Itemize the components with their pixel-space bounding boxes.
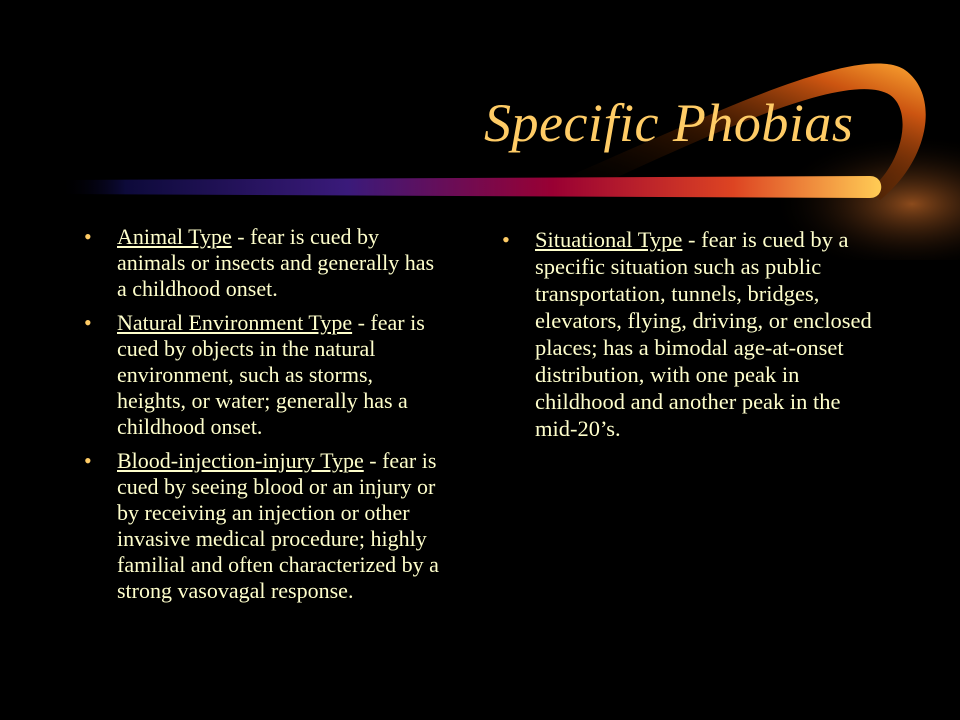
left-bullet-list: [84, 224, 444, 612]
term-label: Blood-injection-injury Type: [117, 448, 364, 473]
right-bullet-list: [502, 226, 872, 450]
bullet-icon: •: [502, 227, 510, 252]
slide-title: Specific Phobias: [484, 93, 854, 153]
term-description: - fear is cued by seeing blood or an injury or by receiving an injection or other invasive medical procedure; highly familial and often characterized by a strong vasovagal response.: [117, 448, 439, 603]
term-label: Animal Type: [117, 224, 232, 249]
bullet-icon: •: [84, 448, 92, 473]
term-label: Situational Type: [535, 227, 683, 252]
bullet-icon: •: [84, 224, 92, 249]
term-label: Natural Environment Type: [117, 310, 353, 335]
list-item: [84, 448, 444, 604]
list-item: [84, 224, 444, 302]
list-item: [502, 226, 872, 442]
term-description: - fear is cued by objects in the natural environment, such as storms, heights, or water; generally has a childhood onset.: [117, 310, 425, 439]
term-description: - fear is cued by animals or insects and generally has a childhood onset.: [117, 224, 435, 301]
bullet-icon: •: [84, 310, 92, 335]
term-description: - fear is cued by a specific situation such as public transportation, tunnels, bridges, elevators, flying, driving, or enclosed places; has a bimodal age-at-onset distribution, with one peak in childhood and another peak in the mid-20’s.: [535, 227, 872, 441]
list-item: [84, 310, 444, 440]
